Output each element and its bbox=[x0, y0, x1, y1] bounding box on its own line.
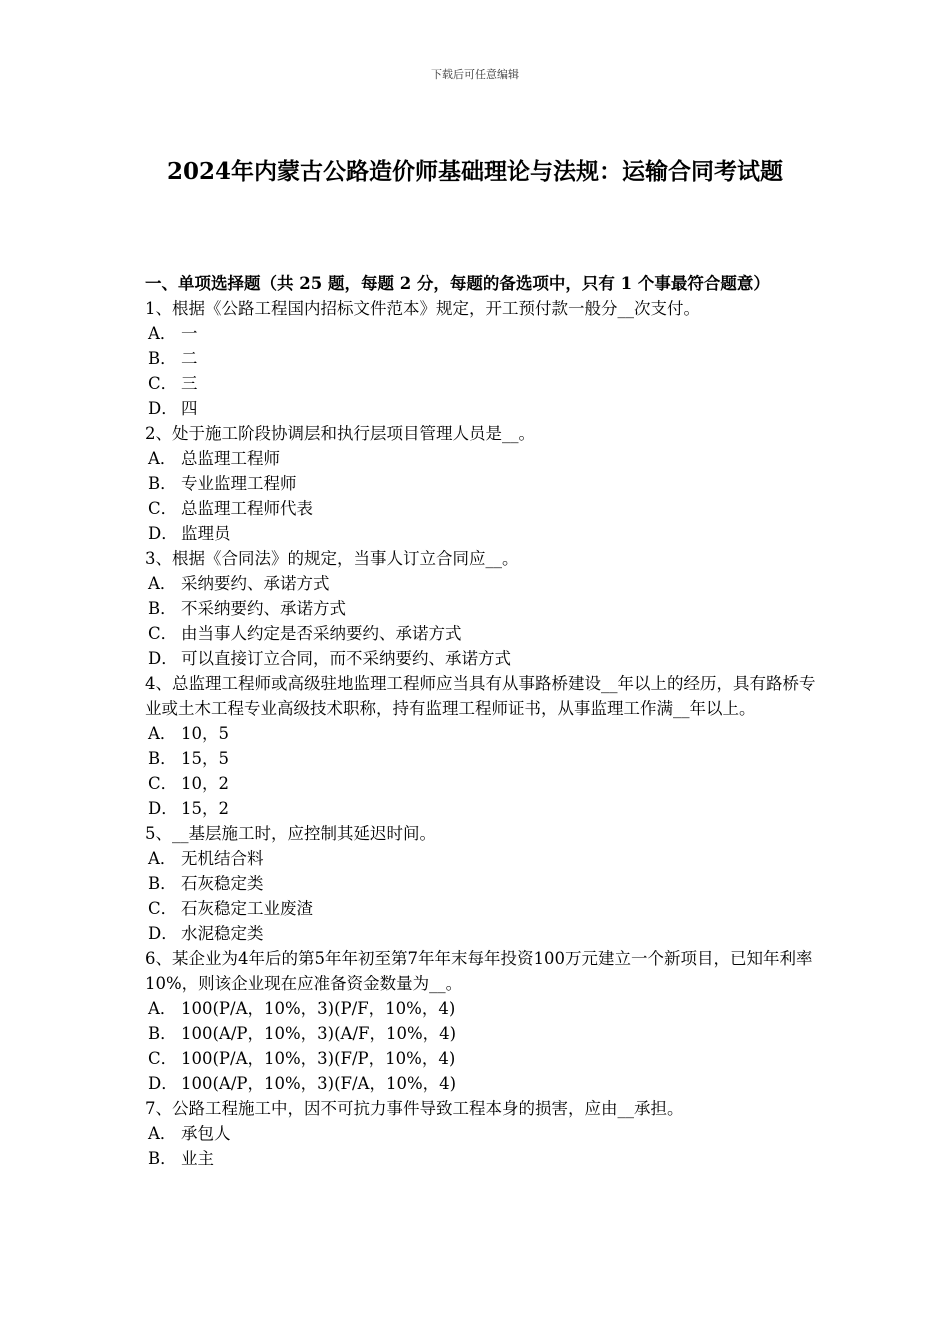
option-d bbox=[145, 1071, 830, 1096]
option-letter: C． bbox=[148, 899, 178, 918]
option-b bbox=[145, 746, 830, 771]
option-text: 水泥稳定类 bbox=[181, 924, 264, 943]
question-stem: 6、某企业为4年后的第5年年初至第7年年末每年投资100万元建立一个新项目，已知年利率10%，则该企业现在应准备资金数量为__。 bbox=[145, 949, 813, 993]
option-letter: A． bbox=[148, 324, 177, 343]
option-a bbox=[145, 846, 830, 871]
option-letter: A． bbox=[148, 574, 177, 593]
option-letter: A． bbox=[148, 724, 177, 743]
option-text: 100(A/P，10%，3)(A/F，10%，4) bbox=[181, 1024, 457, 1043]
option-c bbox=[145, 1046, 830, 1071]
option-letter: B． bbox=[148, 749, 177, 768]
option-letter: B． bbox=[148, 474, 177, 493]
option-letter: D． bbox=[148, 524, 178, 543]
question-3 bbox=[145, 546, 830, 671]
option-a bbox=[145, 321, 830, 346]
option-text: 不采纳要约、承诺方式 bbox=[181, 599, 346, 618]
option-letter: A． bbox=[148, 849, 177, 868]
option-text: 可以直接订立合同，而不采纳要约、承诺方式 bbox=[181, 649, 511, 668]
option-letter: C． bbox=[148, 774, 178, 793]
option-letter: D． bbox=[148, 399, 178, 418]
option-a bbox=[145, 996, 830, 1021]
option-text: 100(A/P，10%，3)(F/A，10%，4) bbox=[181, 1074, 457, 1093]
option-letter: A． bbox=[148, 1124, 177, 1143]
option-text: 四 bbox=[181, 399, 198, 418]
option-text: 无机结合料 bbox=[181, 849, 264, 868]
question-6 bbox=[145, 946, 830, 1096]
option-c bbox=[145, 371, 830, 396]
question-5 bbox=[145, 821, 830, 946]
option-text: 二 bbox=[181, 349, 198, 368]
option-b bbox=[145, 1146, 830, 1171]
option-text: 监理员 bbox=[181, 524, 231, 543]
option-letter: D． bbox=[148, 924, 178, 943]
option-letter: D． bbox=[148, 1074, 178, 1093]
option-text: 总监理工程师代表 bbox=[181, 499, 313, 518]
question-1 bbox=[145, 296, 830, 421]
question-stem: 1、根据《公路工程国内招标文件范本》规定，开工预付款一般分__次支付。 bbox=[145, 299, 700, 318]
section-heading: 一、单项选择题（共 25 题，每题 2 分，每题的备选项中，只有 1 个事最符合题意） bbox=[145, 274, 770, 293]
option-text: 专业监理工程师 bbox=[181, 474, 297, 493]
option-c bbox=[145, 496, 830, 521]
option-b bbox=[145, 871, 830, 896]
option-b bbox=[145, 596, 830, 621]
option-b bbox=[145, 1021, 830, 1046]
option-c bbox=[145, 771, 830, 796]
option-letter: B． bbox=[148, 599, 177, 618]
option-letter: B． bbox=[148, 1149, 177, 1168]
option-text: 石灰稳定工业废渣 bbox=[181, 899, 313, 918]
option-a bbox=[145, 571, 830, 596]
option-text: 业主 bbox=[181, 1149, 214, 1168]
option-letter: D． bbox=[148, 649, 178, 668]
question-stem: 2、处于施工阶段协调层和执行层项目管理人员是__。 bbox=[145, 424, 535, 443]
option-a bbox=[145, 721, 830, 746]
option-text: 总监理工程师 bbox=[181, 449, 280, 468]
option-text: 承包人 bbox=[181, 1124, 231, 1143]
question-stem: 5、__基层施工时，应控制其延迟时间。 bbox=[145, 824, 436, 843]
option-letter: A． bbox=[148, 449, 177, 468]
option-text: 一 bbox=[181, 324, 198, 343]
option-c bbox=[145, 621, 830, 646]
question-stem: 4、总监理工程师或高级驻地监理工程师应当具有从事路桥建设__年以上的经历，具有路桥专业或土木工程专业高级技术职称，持有监理工程师证书，从事监理工作满__年以上。 bbox=[145, 674, 816, 718]
option-b bbox=[145, 346, 830, 371]
option-d bbox=[145, 796, 830, 821]
option-letter: B． bbox=[148, 874, 177, 893]
question-7 bbox=[145, 1096, 830, 1171]
option-letter: B． bbox=[148, 1024, 177, 1043]
option-text: 100(P/A，10%，3)(F/P，10%，4) bbox=[181, 1049, 456, 1068]
option-text: 10，2 bbox=[181, 774, 229, 793]
option-a bbox=[145, 1121, 830, 1146]
option-d bbox=[145, 396, 830, 421]
document-body bbox=[145, 271, 830, 1171]
option-letter: B． bbox=[148, 349, 177, 368]
question-4 bbox=[145, 671, 830, 821]
option-a bbox=[145, 446, 830, 471]
page-title: 2024年内蒙古公路造价师基础理论与法规：运输合同考试题 bbox=[166, 158, 783, 185]
question-stem: 7、公路工程施工中，因不可抗力事件导致工程本身的损害，应由__承担。 bbox=[145, 1099, 684, 1118]
option-c bbox=[145, 896, 830, 921]
header-note: 下载后可任意编辑 bbox=[431, 68, 519, 81]
option-text: 石灰稳定类 bbox=[181, 874, 264, 893]
option-letter: C． bbox=[148, 1049, 178, 1068]
option-letter: D． bbox=[148, 799, 178, 818]
option-text: 15，2 bbox=[181, 799, 229, 818]
option-b bbox=[145, 471, 830, 496]
option-d bbox=[145, 646, 830, 671]
option-d bbox=[145, 921, 830, 946]
option-text: 10，5 bbox=[181, 724, 229, 743]
option-text: 100(P/A，10%，3)(P/F，10%，4) bbox=[181, 999, 456, 1018]
question-stem: 3、根据《合同法》的规定，当事人订立合同应__。 bbox=[145, 549, 519, 568]
question-2 bbox=[145, 421, 830, 546]
option-letter: C． bbox=[148, 499, 178, 518]
option-letter: A． bbox=[148, 999, 177, 1018]
option-d bbox=[145, 521, 830, 546]
option-text: 三 bbox=[181, 374, 198, 393]
option-letter: C． bbox=[148, 374, 178, 393]
option-text: 15，5 bbox=[181, 749, 229, 768]
option-letter: C． bbox=[148, 624, 178, 643]
option-text: 采纳要约、承诺方式 bbox=[181, 574, 330, 593]
option-text: 由当事人约定是否采纳要约、承诺方式 bbox=[181, 624, 462, 643]
